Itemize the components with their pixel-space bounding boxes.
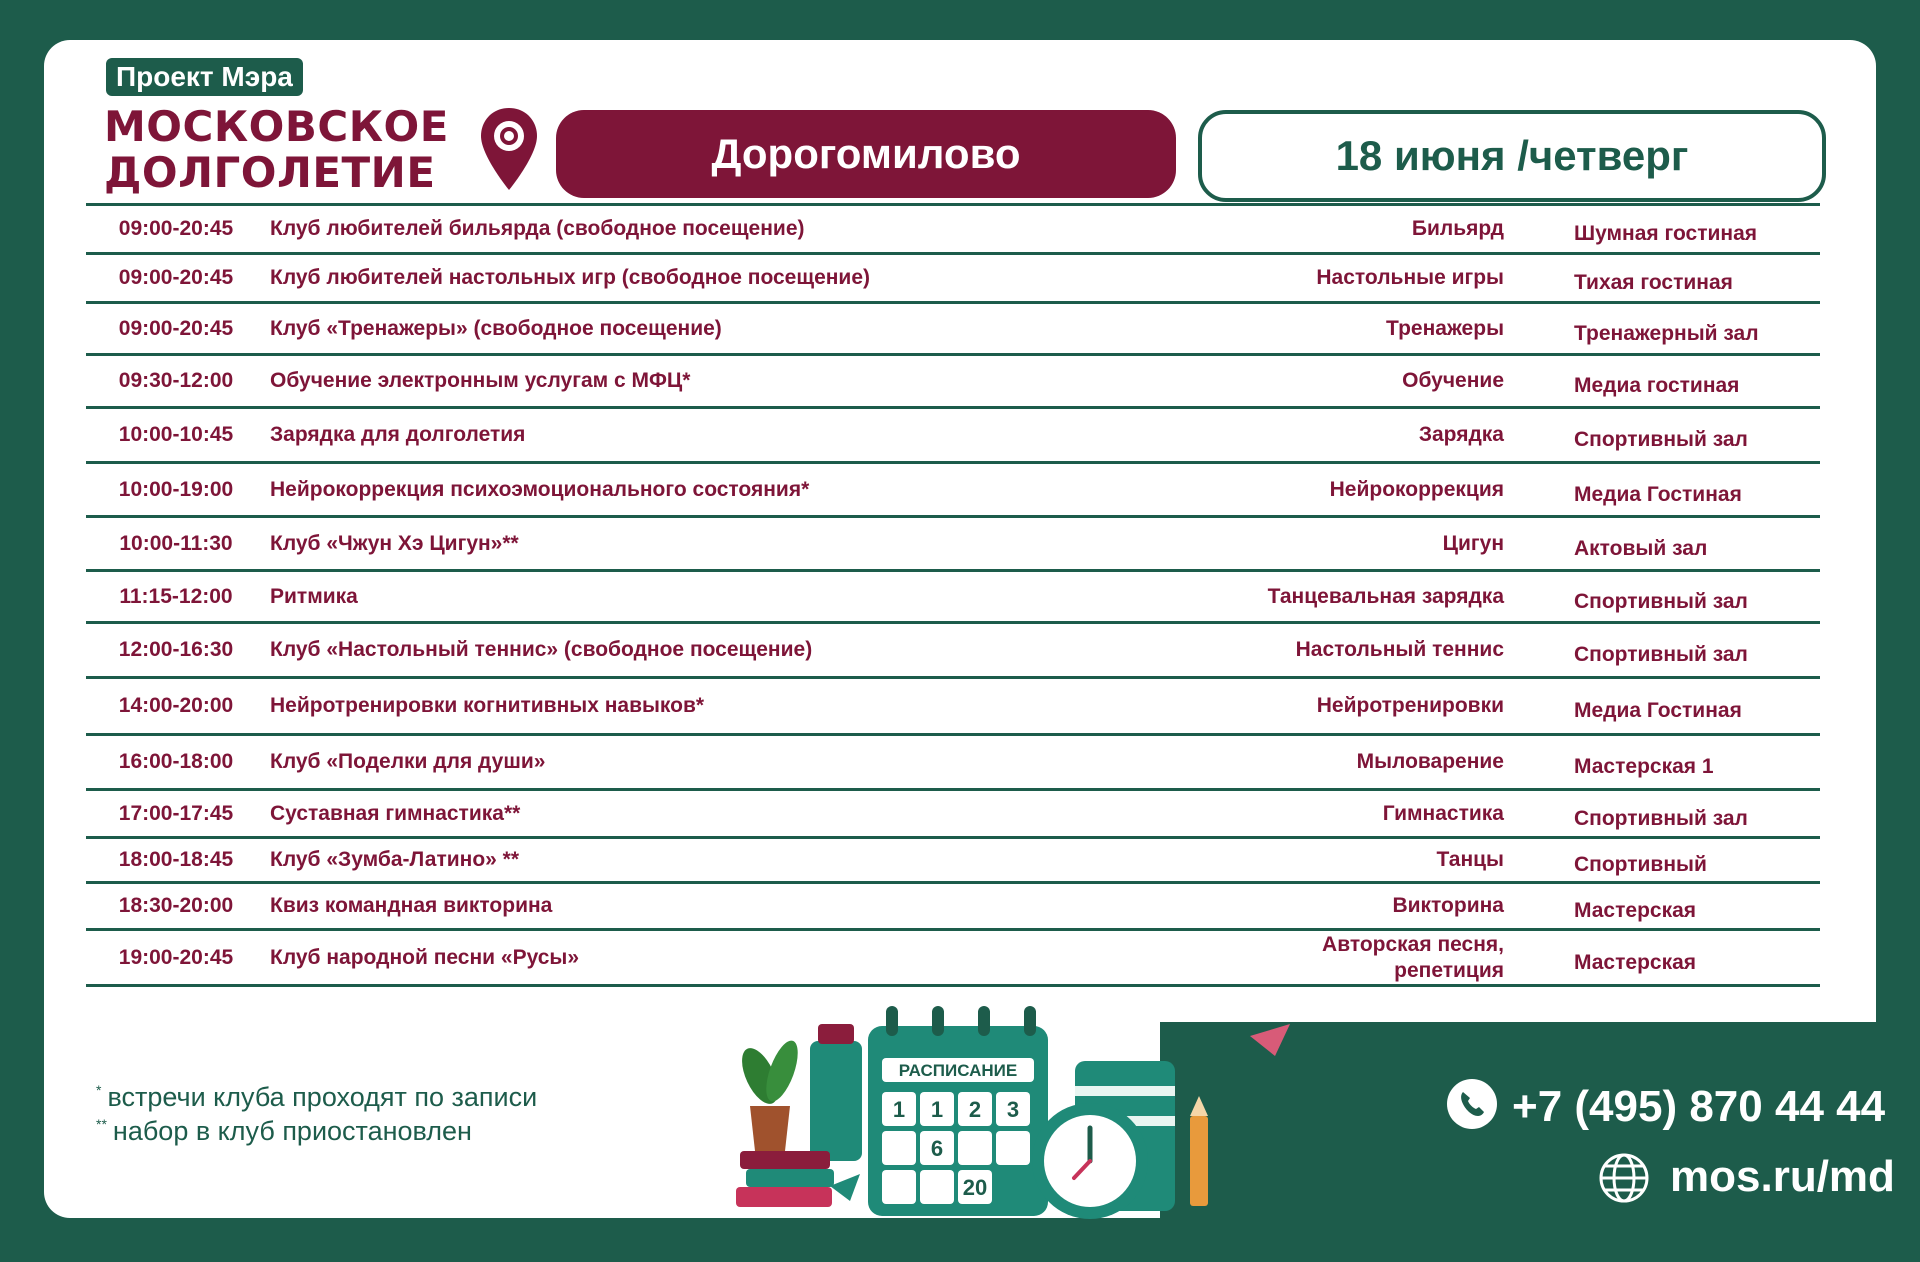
table-row [86,409,1820,464]
row-room: Спортивный зал [1574,427,1748,451]
calendar-cell: 1 [930,1097,944,1122]
row-title: Клуб «Чжун Хэ Цигун»** [270,531,519,555]
logo-line-1: МОСКОВСКОЕ [104,102,449,151]
website-link[interactable]: mos.ru/md [1670,1152,1895,1201]
row-category: Нейротренировки [1316,694,1504,717]
row-title: Клуб любителей бильярда (свободное посещение) [270,217,805,240]
calendar-cell: 1 [892,1097,906,1122]
table-row [86,518,1820,572]
row-title: Клуб «Зумба-Латино» ** [270,848,520,871]
phone-icon [1446,1078,1498,1130]
row-category: Зарядка [1418,423,1504,446]
table-row [86,736,1820,791]
row-time: 18:30-20:00 [118,894,234,917]
location-pin-icon [478,106,540,192]
table-row [86,624,1820,679]
row-room: Шумная гостиная [1574,221,1758,245]
row-title: Клуб народной песни «Русы» [270,945,580,969]
row-room: Мастерская 1 [1574,754,1714,778]
row-room: Тренажерный зал [1574,321,1759,345]
row-time: 09:00-20:45 [118,266,234,289]
footnote-2 [96,1116,472,1147]
table-row [86,255,1820,304]
date-label: 18 июня /четверг [1198,110,1826,202]
calendar-cell: 2 [968,1097,982,1122]
row-title: Обучение электронным услугам с МФЦ* [270,369,691,392]
row-title: Суставная гимнастика** [270,801,521,825]
row-room: Мастерская [1574,950,1697,974]
footnote-1-text: встречи клуба проходят по записи [107,1082,538,1112]
row-title: Нейротренировки когнитивных навыков* [270,694,705,717]
footnote-2-mark: ** [96,1116,107,1132]
row-category: Мыловарение [1356,750,1504,773]
footnote-1-mark: * [96,1082,102,1098]
bottle-icon [810,1024,862,1161]
row-time: 10:00-19:00 [118,477,234,501]
row-category: Нейрокоррекция [1329,477,1504,501]
row-category: Гимнастика [1382,801,1504,825]
table-row [86,839,1820,884]
table-row [86,884,1820,931]
row-title: Нейрокоррекция психоэмоционального состояния* [270,477,810,501]
row-room: Актовый зал [1574,536,1708,560]
books-icon [736,1151,834,1207]
row-room: Медиа Гостиная [1574,482,1742,506]
row-category: Викторина [1392,894,1504,917]
schedule-illustration [690,966,1330,1231]
row-room: Спортивный [1574,852,1707,876]
row-time: 09:00-20:45 [118,316,234,340]
row-room: Спортивный зал [1574,642,1748,666]
table-row [86,791,1820,839]
row-time: 16:00-18:00 [118,750,234,773]
row-title: Клуб «Тренажеры» (свободное посещение) [270,316,722,340]
globe-icon [1598,1152,1650,1204]
table-row [86,356,1820,409]
pencil-icon [1190,1096,1208,1206]
row-room: Спортивный зал [1574,589,1748,613]
row-room: Тихая гостиная [1574,270,1733,294]
row-category: Настольный теннис [1295,638,1504,661]
row-time: 10:00-11:30 [119,531,233,555]
row-time: 11:15-12:00 [119,584,233,608]
row-title: Зарядка для долголетия [270,423,526,446]
row-time: 14:00-20:00 [118,694,234,717]
row-title: Ритмика [270,584,358,608]
footnote-1 [96,1082,537,1113]
row-room: Медиа Гостиная [1574,698,1742,722]
row-time: 09:30-12:00 [118,369,234,392]
potted-plant-icon [735,1037,805,1151]
table-row [86,572,1820,624]
row-category: Танцы [1436,848,1504,871]
row-category: Танцевальная зарядка [1267,584,1504,608]
calendar-cell: 6 [930,1136,944,1161]
row-category: Цигун [1442,531,1504,555]
clock-icon [1032,1103,1148,1219]
calendar-cell: 3 [1006,1097,1020,1122]
phone-number: +7 (495) 870 44 44 [1512,1082,1886,1131]
row-title: Клуб «Поделки для души» [270,750,546,773]
row-title: Клуб «Настольный теннис» (свободное посещение) [270,638,813,661]
logo [104,104,449,196]
row-title: Клуб любителей настольных игр (свободное посещение) [270,266,871,289]
table-row [86,304,1820,356]
row-category-line-2: репетиция [1394,958,1504,982]
row-category: Обучение [1402,369,1504,392]
project-badge: Проект Мэра [106,58,303,96]
district-label: Дорогомилово [556,110,1176,198]
row-room: Мастерская [1574,898,1697,922]
table-row [86,464,1820,518]
schedule-table [86,203,1820,987]
row-category-line-1: Авторская песня, [1322,932,1504,956]
table-row [86,679,1820,736]
footnote-2-text: набор в клуб приостановлен [112,1116,472,1146]
table-row [86,206,1820,255]
row-category: Тренажеры [1386,316,1504,340]
row-room: Спортивный зал [1574,806,1748,830]
row-category: Настольные игры [1316,266,1504,289]
row-room: Медиа гостиная [1574,373,1740,397]
calendar-cell: 20 [962,1175,988,1200]
calendar-label: РАСПИСАНИЕ [898,1061,1018,1080]
logo-line-2: ДОЛГОЛЕТИЕ [104,148,436,197]
row-category: Бильярд [1411,217,1504,240]
row-time: 10:00-10:45 [118,423,234,446]
row-time: 17:00-17:45 [118,801,234,825]
calendar-icon [868,1006,1048,1216]
row-title: Квиз командная викторина [270,894,553,917]
row-time: 12:00-16:30 [118,638,234,661]
row-time: 18:00-18:45 [118,848,234,871]
row-time: 09:00-20:45 [118,217,234,240]
row-category [1322,932,1504,984]
row-time: 19:00-20:45 [118,945,234,969]
